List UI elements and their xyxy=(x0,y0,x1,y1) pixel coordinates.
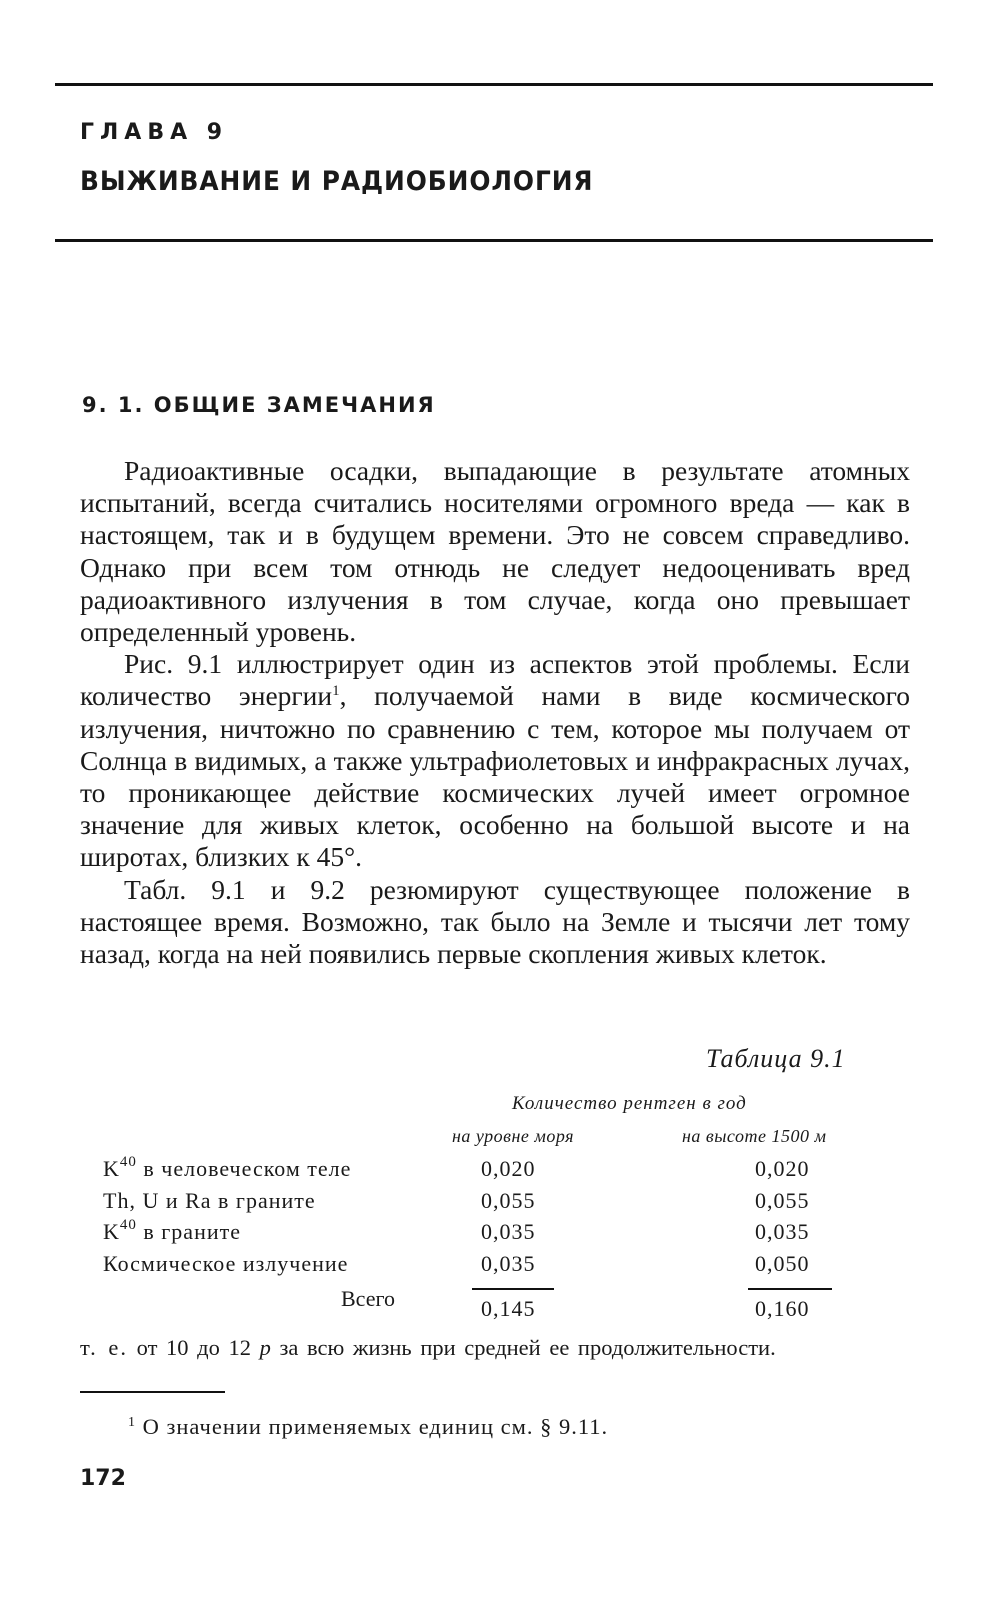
section-title: 9. 1. ОБЩИЕ ЗАМЕЧАНИЯ xyxy=(82,393,436,417)
total-sea-level: 0,145 xyxy=(481,1296,536,1321)
chapter-label: ГЛАВА 9 xyxy=(80,120,229,145)
table-subheader: Количество рентген в год xyxy=(512,1093,747,1114)
paragraph-1: Радиоактивные осадки, выпадающие в результате атомных испытаний, всегда считались носителями огромного вреда — как в настоящем, так и в будущем времени. Это не совсем справедливо. Однако при всем том отнюдь не следует недооценивать вред радиоактивного излучения в том случае, когда оно превышает определенный уровень. xyxy=(80,455,910,648)
table-note-unit: р xyxy=(259,1335,271,1360)
total-label: Всего xyxy=(341,1286,395,1311)
table-note-rest: за всю жизнь при средней ее продолжительности. xyxy=(279,1335,776,1360)
footnote-text: О значении применяемых единиц см. § 9.11. xyxy=(142,1414,609,1439)
sum-rule-sea-level xyxy=(472,1288,554,1290)
value-altitude: 0,050 xyxy=(755,1251,810,1276)
paragraph-2 xyxy=(80,648,910,873)
row-label: Th, U и Ra в граните xyxy=(103,1188,316,1213)
value-sea-level: 0,055 xyxy=(481,1188,536,1213)
paragraph-2-end: , получаемой нами в виде космического излучения, ничтожно по сравнению с тем, которое мы получаем от Солнца в видимых, а также ультрафиолетовых и инфракрасных лучах, то проникающее действие космических лучей имеет огромное значение для живых клеток, особенно на большой высоте и на широтах, близких к 45°. xyxy=(80,680,910,873)
footnote-rule xyxy=(80,1391,225,1393)
table-note xyxy=(80,1335,776,1361)
value-sea-level: 0,035 xyxy=(481,1251,536,1276)
footnote-ref[interactable]: 1 xyxy=(332,683,340,700)
table-row xyxy=(103,1188,863,1220)
paragraph-3: Табл. 9.1 и 9.2 резюмируют существующее положение в настоящее время. Возможно, так было на Земле и тысячи лет тому назад, когда на ней появились первые скопления живых клеток. xyxy=(80,873,910,970)
table-row xyxy=(103,1156,863,1188)
footnote-mark: 1 xyxy=(128,1415,136,1430)
column-header-sea-level: на уровне моря xyxy=(452,1126,575,1146)
row-label: $K^{40}$ в граните xyxy=(103,1217,241,1244)
table-note-range: от 10 до 12 xyxy=(136,1335,251,1360)
column-header-altitude: на высоте 1500 м xyxy=(682,1126,827,1146)
row-label: Космическое излучение xyxy=(103,1251,349,1276)
footnote xyxy=(128,1414,608,1440)
page-number: 172 xyxy=(80,1466,126,1491)
value-altitude: 0,035 xyxy=(755,1219,810,1244)
table-row xyxy=(103,1251,863,1283)
top-rule xyxy=(55,83,933,86)
bottom-rule xyxy=(55,239,933,242)
value-altitude: 0,020 xyxy=(755,1156,810,1181)
paragraph-2-start: Рис. 9.1 иллюстрирует один из аспектов этой проблемы. Если количество энергии xyxy=(80,648,910,712)
row-label: $K^{40}$ в человеческом теле xyxy=(103,1154,352,1181)
body-text xyxy=(80,455,910,970)
table-note-ie: т. е. xyxy=(80,1335,129,1360)
value-sea-level: 0,020 xyxy=(481,1156,536,1181)
value-altitude: 0,055 xyxy=(755,1188,810,1213)
table-row xyxy=(103,1219,863,1251)
sum-rule-altitude xyxy=(748,1288,832,1290)
value-sea-level: 0,035 xyxy=(481,1219,536,1244)
total-altitude: 0,160 xyxy=(755,1296,810,1321)
chapter-title: ВЫЖИВАНИЕ И РАДИОБИОЛОГИЯ xyxy=(80,166,594,197)
table-caption: Таблица 9.1 xyxy=(706,1044,846,1073)
